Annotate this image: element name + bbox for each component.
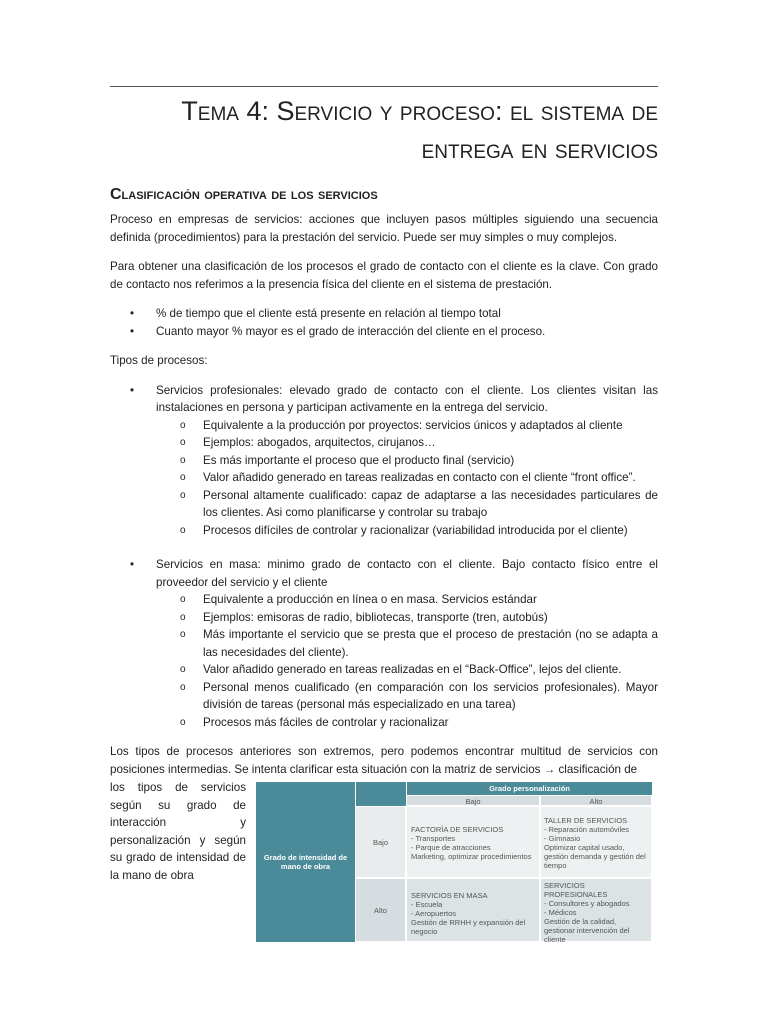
paragraph: Los tipos de procesos anteriores son extremos, pero podemos encontrar multitud de servicios con posiciones intermedias. Se intenta clarificar esta situación con la matriz de servicios → clasificación de xyxy=(110,745,658,776)
cell-line: - Médicos xyxy=(544,908,577,917)
col-high: Alto xyxy=(540,795,652,806)
cell-line: - Aeropuertos xyxy=(411,909,457,918)
spacer xyxy=(110,539,658,556)
cell-line: - Escuela xyxy=(411,900,443,909)
sub-item: o Ejemplos: abogados, arquitectos, cirujanos… xyxy=(110,434,658,452)
cell-profesionales xyxy=(540,878,652,942)
sub-item: o Valor añadido generado en tareas realizadas en contacto con el cliente “front office”. xyxy=(110,469,658,487)
cell-line: - Parque de atracciones xyxy=(411,843,491,852)
col-header: Grado personalización xyxy=(406,782,652,795)
row-header: Grado de intensidad de mano de obra xyxy=(256,782,355,942)
sub-item: o Procesos difíciles de controlar y racionalizar (variabilidad introducida por el cliente) xyxy=(110,522,658,540)
body-text xyxy=(110,211,658,790)
bullet-list xyxy=(110,305,658,340)
sub-item: o Procesos más fáciles de controlar y racionalizar xyxy=(110,714,658,732)
row-high: Alto xyxy=(355,878,406,942)
cell-masa xyxy=(406,878,540,942)
cell-line: Gestión de la calidad, gestionar intervención del cliente xyxy=(544,917,630,944)
section-heading: Clasificación operativa de los servicios xyxy=(110,186,378,203)
sub-item: o Ejemplos: emisoras de radio, bibliotecas, transporte (tren, autobús) xyxy=(110,609,658,627)
cell-line: Marketing, optimizar procedimientos xyxy=(411,852,532,861)
paragraph: Para obtener una clasificación de los procesos el grado de contacto con el cliente es la clave. Con grado de contacto nos referimos a la presencia física del cliente en el sistema de prestación. xyxy=(110,260,658,291)
list-item xyxy=(110,556,658,591)
sub-item: o Personal altamente cualificado: capaz de adaptarse a las necesidades particulares de los clientes. Asi como planificarse y controlar su trabajo xyxy=(110,487,658,522)
sub-item: o Equivalente a la producción por proyectos: servicios únicos y adaptados al cliente xyxy=(110,417,658,435)
cell-line: Optimizar capital usado, gestión demanda y gestión del tiempo xyxy=(544,843,646,870)
sub-item: o Personal menos cualificado (en comparación con los servicios profesionales). Mayor división de tareas (personal más especializado en una tarea) xyxy=(110,679,658,714)
list-item: • % de tiempo que el cliente está presente en relación al tiempo total xyxy=(110,305,658,323)
list-item xyxy=(110,382,658,417)
sub-item: o Es más importante el proceso que el producto final (servicio) xyxy=(110,452,658,470)
sub-item: o Valor añadido generado en tareas realizadas en el “Back-Office”, lejos del cliente. xyxy=(110,661,658,679)
bullet-list xyxy=(110,382,658,732)
side-paragraph: los tipos de servicios según su grado de interacción y personalización y según su grado de intensidad de la mano de obra xyxy=(110,781,246,882)
cell-line: Gestión de RRHH y expansión del negocio xyxy=(411,918,526,936)
cell-line: SERVICIOS PROFESIONALES xyxy=(544,881,608,899)
paragraph: Proceso en empresas de servicios: acciones que incluyen pasos múltiples siguiendo una secuencia definida (procedimientos) para la prestación del servicio. Puede ser muy simples o muy complejos. xyxy=(110,213,658,244)
paragraph: Tipos de procesos: xyxy=(110,354,208,367)
cell-line: - Consultores y abogados xyxy=(544,899,630,908)
cell-taller xyxy=(540,806,652,878)
corner-cell xyxy=(355,782,406,806)
list-item: • Cuanto mayor % mayor es el grado de interacción del cliente en el proceso. xyxy=(110,323,658,341)
cell-line: TALLER DE SERVICIOS xyxy=(544,816,628,825)
sub-item: o Más importante el servicio que se presta que el proceso de prestación (no se adapta a las necesidades del cliente). xyxy=(110,626,658,661)
row-low: Bajo xyxy=(355,806,406,878)
top-rule xyxy=(110,86,658,87)
col-low: Bajo xyxy=(406,795,540,806)
cell-line: SERVICIOS EN MASA xyxy=(411,891,488,900)
sub-item: o Equivalente a producción en línea o en masa. Servicios estándar xyxy=(110,591,658,609)
cell-line: - Gimnasio xyxy=(544,834,581,843)
cell-line: - Transportes xyxy=(411,834,456,843)
list-item-text: Servicios profesionales: elevado grado de contacto con el cliente. Los clientes visitan las instalaciones en persona y participan activamente en la entrega del servicio. xyxy=(156,383,658,414)
page-title: Tema 4: Servicio y proceso: el sistema de entrega en servicios xyxy=(181,96,658,164)
cell-factoria xyxy=(406,806,540,878)
cell-line: - Reparación automóviles xyxy=(544,825,630,834)
cell-line: FACTORÍA DE SERVICIOS xyxy=(411,825,504,834)
service-matrix-table xyxy=(256,782,652,942)
list-item-text: Servicios en masa: minimo grado de contacto con el cliente. Bajo contacto físico entre el proveedor del servicio y el cliente xyxy=(156,558,658,589)
